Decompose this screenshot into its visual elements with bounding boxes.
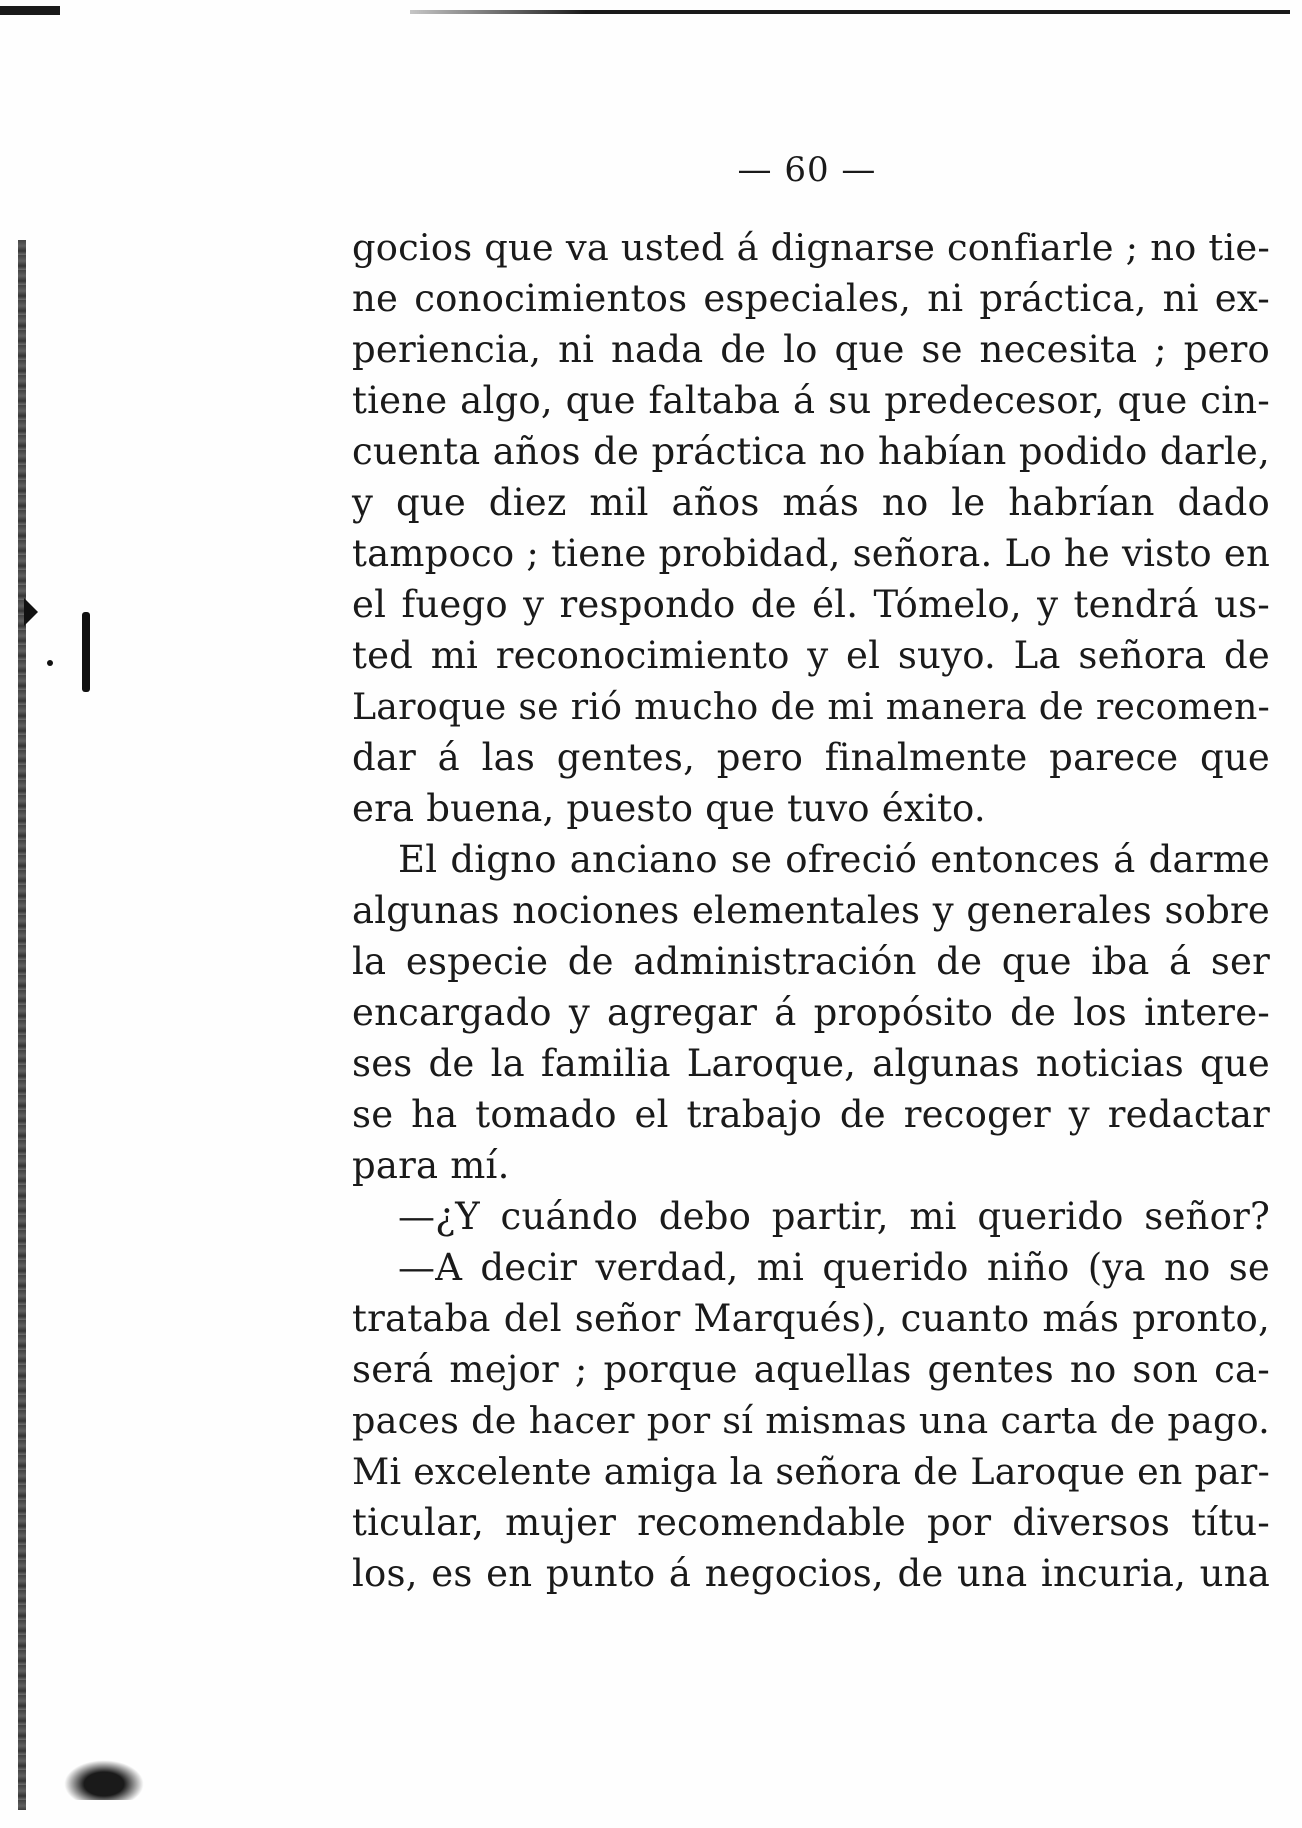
text-line: era buena, puesto que tuvo éxito. (352, 787, 986, 830)
text-line: los, es en punto á negocios, de una incuria, una (352, 1552, 1270, 1595)
text-line: Laroque se rió mucho de mi manera de recomen- (352, 685, 1270, 728)
text-line: ticular, mujer recomendable por diversos títu- (352, 1501, 1270, 1544)
text-line: paces de hacer por sí mismas una carta de pago. (352, 1399, 1270, 1442)
binding-edge (18, 240, 26, 1810)
text-line: para mí. (352, 1144, 510, 1187)
text-line: encargado y agregar á propósito de los intere- (352, 991, 1270, 1034)
text-line: ne conocimientos especiales, ni práctica, ni ex- (352, 277, 1270, 320)
body-text (352, 222, 1270, 1599)
text-line: algunas nociones elementales y generales sobre (352, 889, 1270, 932)
text-line: periencia, ni nada de lo que se necesita ; pero (352, 328, 1270, 371)
text-line: —A decir verdad, mi querido niño (ya no se (398, 1246, 1270, 1289)
text-line: tampoco ; tiene probidad, señora. Lo he visto en (352, 532, 1270, 575)
text-line: —¿Y cuándo debo partir, mi querido señor? (398, 1195, 1270, 1238)
text-line: ses de la familia Laroque, algunas noticias que (352, 1042, 1270, 1085)
text-line: gocios que va usted á dignarse confiarle ; no tie- (352, 226, 1270, 269)
ink-smudge (64, 1760, 144, 1800)
binding-arrow-mark (24, 598, 38, 626)
scan-edge-mark (0, 6, 60, 15)
binding-bar-mark (82, 612, 90, 692)
text-line: Mi excelente amiga la señora de Laroque en par- (352, 1450, 1270, 1493)
text-line: la especie de administración de que iba á ser (352, 940, 1270, 983)
text-line: El digno anciano se ofreció entonces á darme (398, 838, 1270, 881)
page-number: — 60 — (737, 150, 877, 190)
text-line: y que diez mil años más no le habrían dado (352, 481, 1270, 524)
text-line: dar á las gentes, pero finalmente parece que (352, 736, 1270, 779)
text-line: ted mi reconocimiento y el suyo. La señora de (352, 634, 1270, 677)
text-line: se ha tomado el trabajo de recoger y redactar (352, 1093, 1270, 1136)
text-line: trataba del señor Marqués), cuanto más pronto, (352, 1297, 1270, 1340)
text-line: cuenta años de práctica no habían podido darle, (352, 430, 1270, 473)
text-line: tiene algo, que faltaba á su predecesor, que cin- (352, 379, 1270, 422)
binding-dot-mark (47, 660, 53, 666)
top-rule (410, 10, 1290, 14)
text-line: será mejor ; porque aquellas gentes no son ca- (352, 1348, 1270, 1391)
text-line: el fuego y respondo de él. Tómelo, y tendrá us- (352, 583, 1270, 626)
